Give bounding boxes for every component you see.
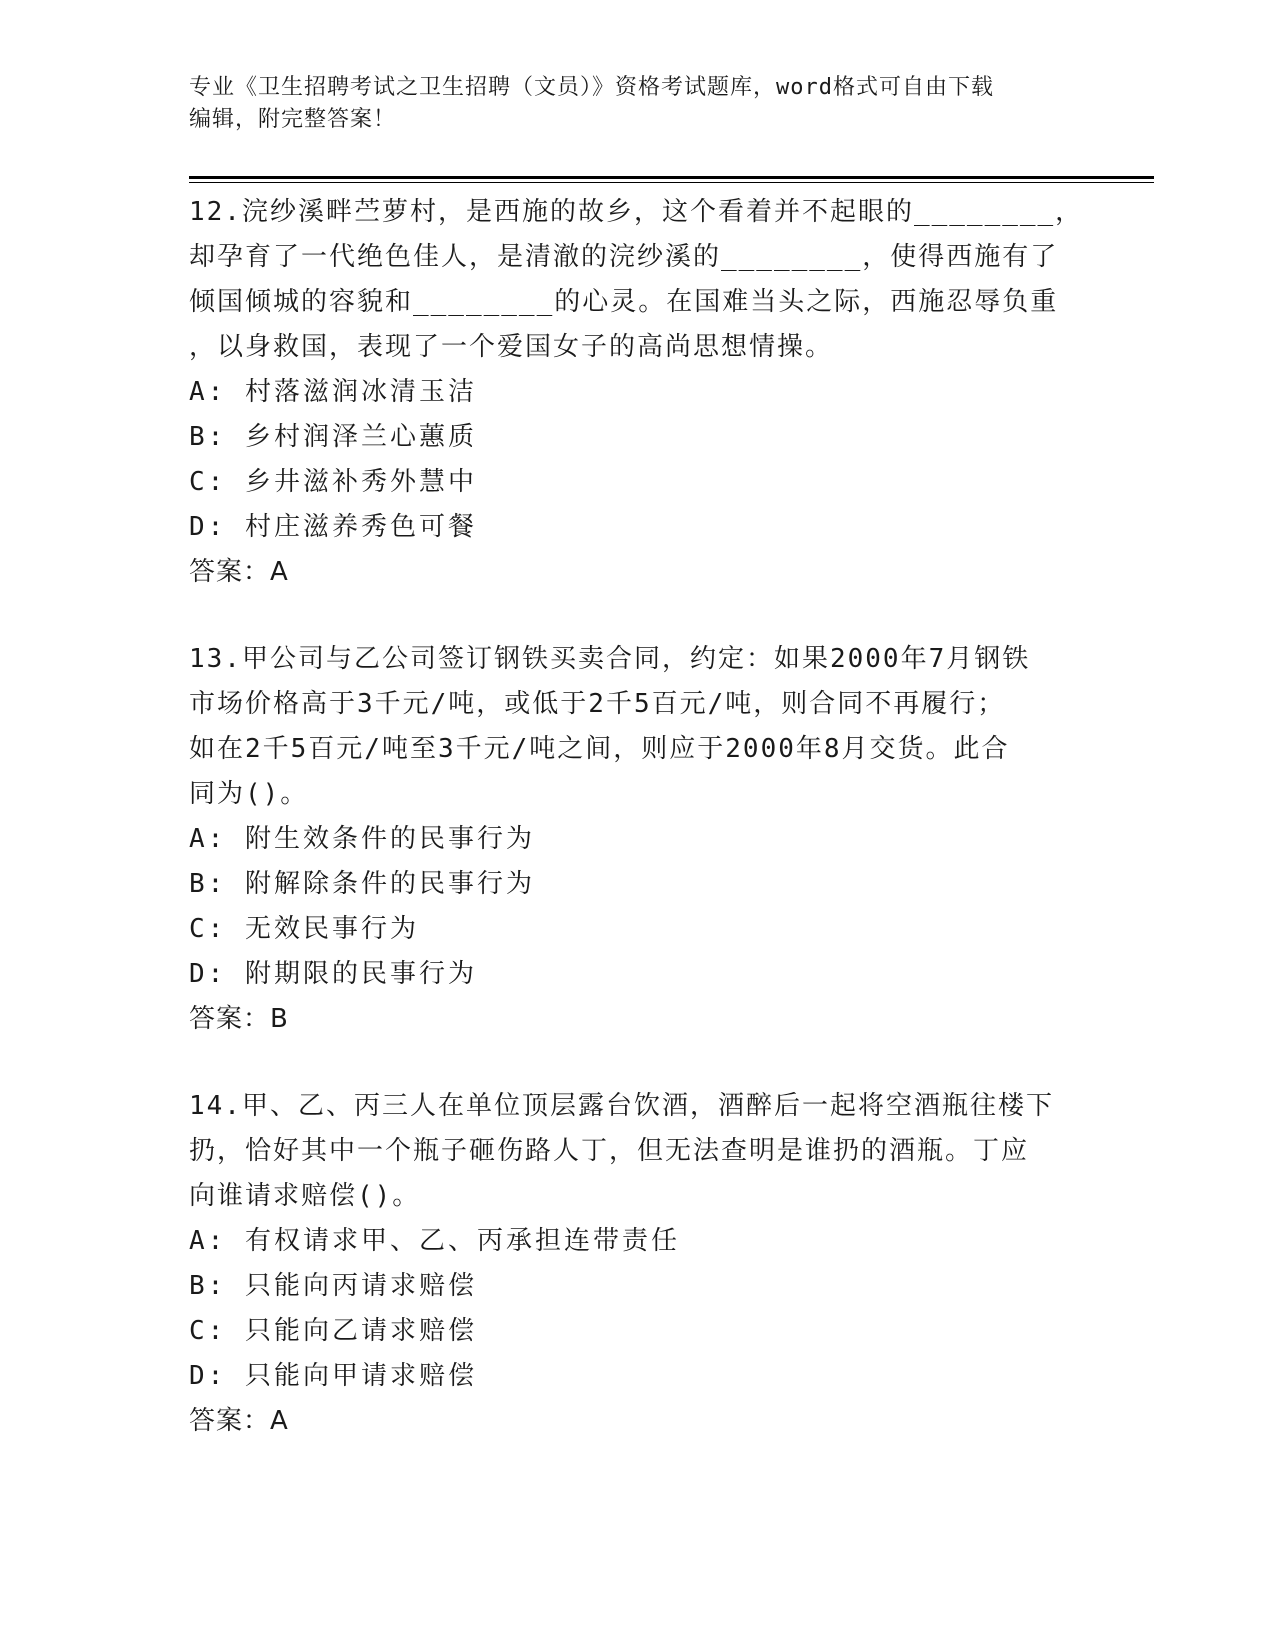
option-b: B: 乡村润泽兰心蕙质 <box>189 422 477 452</box>
stem-line: 倾国倾城的容貌和________的心灵。在国难当头之际，西施忍辱负重 <box>189 287 1059 317</box>
header-line-1: 专业《卫生招聘考试之卫生招聘（文员）》资格考试题库，word格式可自由下载 <box>189 75 994 100</box>
question-12 <box>189 190 1089 595</box>
question-stem <box>189 1084 1089 1219</box>
option-a: A: 附生效条件的民事行为 <box>189 824 535 854</box>
option-d: D: 只能向甲请求赔偿 <box>189 1361 477 1391</box>
option-a: A: 村落滋润冰清玉洁 <box>189 377 477 407</box>
answer-label: 答案：A <box>189 1406 289 1436</box>
stem-line: 如在2千5百元/吨至3千元/吨之间，则应于2000年8月交货。此合 <box>189 734 1010 764</box>
answer-label: 答案：A <box>189 557 289 587</box>
header-divider-thin <box>189 182 1154 183</box>
option-a: A: 有权请求甲、乙、丙承担连带责任 <box>189 1226 680 1256</box>
stem-line: 14.甲、乙、丙三人在单位顶层露台饮酒，酒醉后一起将空酒瓶往楼下 <box>189 1091 1054 1121</box>
question-13 <box>189 637 1089 1042</box>
document-header <box>189 72 1089 136</box>
option-c: C: 乡井滋补秀外慧中 <box>189 467 477 497</box>
option-d: D: 附期限的民事行为 <box>189 959 477 989</box>
stem-line: ，以身救国，表现了一个爱国女子的高尚思想情操。 <box>189 332 834 362</box>
option-b: B: 只能向丙请求赔偿 <box>189 1271 477 1301</box>
option-c: C: 无效民事行为 <box>189 914 419 944</box>
question-stem <box>189 190 1089 370</box>
stem-line: 同为()。 <box>189 779 309 809</box>
question-14 <box>189 1084 1089 1444</box>
question-list <box>189 190 1089 1486</box>
stem-line: 却孕育了一代绝色佳人，是清澈的浣纱溪的________，使得西施有了 <box>189 242 1059 272</box>
question-stem <box>189 637 1089 817</box>
stem-line: 12.浣纱溪畔苎萝村，是西施的故乡，这个看着并不起眼的________， <box>189 197 1084 227</box>
option-c: C: 只能向乙请求赔偿 <box>189 1316 477 1346</box>
option-b: B: 附解除条件的民事行为 <box>189 869 535 899</box>
header-line-2: 编辑，附完整答案！ <box>189 107 397 132</box>
stem-line: 向谁请求赔偿()。 <box>189 1181 421 1211</box>
stem-line: 13.甲公司与乙公司签订钢铁买卖合同，约定：如果2000年7月钢铁 <box>189 644 1031 674</box>
stem-line: 扔，恰好其中一个瓶子砸伤路人丁，但无法查明是谁扔的酒瓶。丁应 <box>189 1136 1030 1166</box>
stem-line: 市场价格高于3千元/吨，或低于2千5百元/吨，则合同不再履行； <box>189 689 1006 719</box>
answer-label: 答案：B <box>189 1004 289 1034</box>
option-d: D: 村庄滋养秀色可餐 <box>189 512 477 542</box>
header-divider-thick <box>189 176 1154 179</box>
